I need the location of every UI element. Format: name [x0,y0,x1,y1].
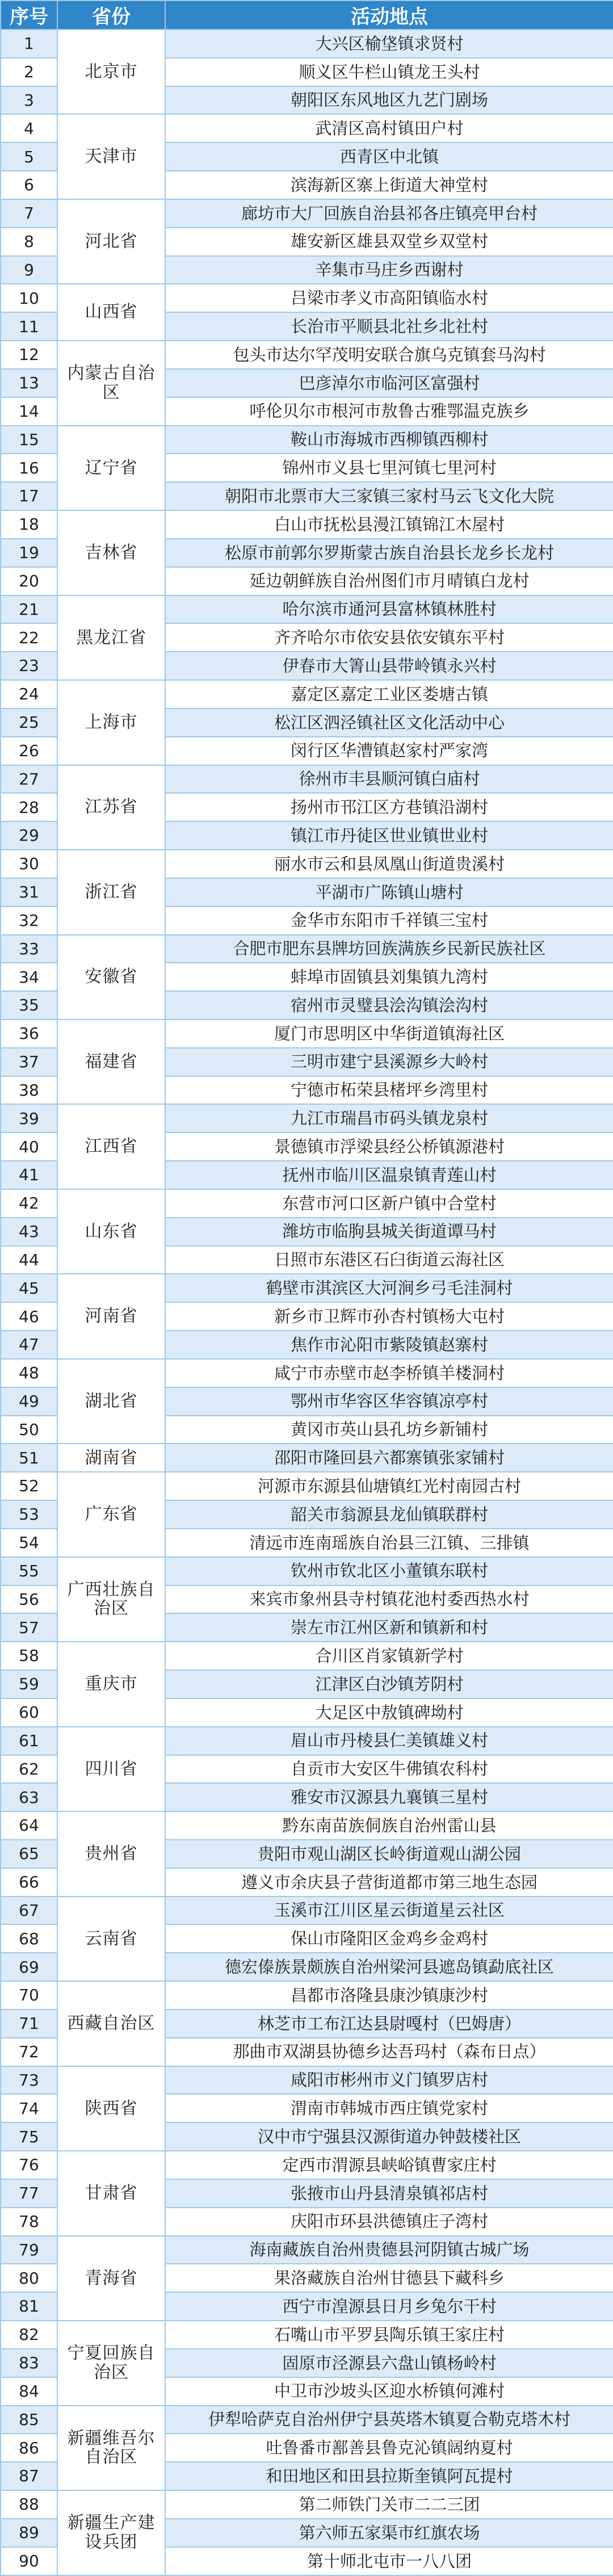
location-cell: 朝阳市北票市大三家镇三家村马云飞文化大院 [165,482,613,510]
serial-number-cell: 61 [1,1727,57,1755]
serial-number-cell: 27 [1,765,57,794]
serial-number-cell: 31 [1,878,57,907]
serial-number-cell: 14 [1,397,57,426]
location-cell: 白山市抚松县漫江镇锦江木屋村 [165,510,613,539]
table-row [1,1897,613,1925]
location-cell: 林芝市工布江达县尉嘎村（巴姆唐） [165,2009,613,2038]
location-cell: 延边朝鲜族自治州图们市月晴镇白龙村 [165,567,613,595]
location-cell: 吕梁市孝义市高阳镇临水村 [165,284,613,312]
serial-number-cell: 88 [1,2490,57,2519]
province-cell: 湖北省 [57,1359,165,1444]
serial-number-cell: 86 [1,2434,57,2462]
location-cell: 徐州市丰县顺河镇白庙村 [165,765,613,794]
province-cell: 甘肃省 [57,2151,165,2235]
serial-number-cell: 83 [1,2349,57,2377]
serial-number-cell: 66 [1,1868,57,1897]
serial-number-cell: 12 [1,341,57,369]
location-cell: 包头市达尔罕茂明安联合旗乌克镇套马沟村 [165,341,613,369]
location-cell: 邵阳市隆回县六都寨镇张家铺村 [165,1444,613,1472]
province-cell: 内蒙古自治区 [57,341,165,425]
serial-number-cell: 5 [1,142,57,171]
serial-number-cell: 73 [1,2066,57,2095]
table-row [1,1359,613,1387]
table-row [1,199,613,228]
location-cell: 贵阳市观山湖区长岭街道观山湖公园 [165,1840,613,1868]
location-cell: 雄安新区雄县双堂乡双堂村 [165,228,613,256]
serial-number-cell: 7 [1,199,57,228]
serial-number-cell: 20 [1,567,57,595]
location-cell: 自贡市大安区牛佛镇农科村 [165,1755,613,1784]
location-cell: 闵行区华漕镇赵家村严家湾 [165,737,613,765]
location-cell: 镇江市丹徒区世业镇世业村 [165,821,613,850]
serial-number-cell: 53 [1,1500,57,1529]
serial-number-cell: 4 [1,114,57,142]
location-cell: 鹤壁市淇滨区大河涧乡弓毛洼洞村 [165,1274,613,1302]
serial-number-cell: 39 [1,1104,57,1132]
serial-number-cell: 15 [1,426,57,454]
serial-number-cell: 55 [1,1557,57,1585]
serial-number-cell: 75 [1,2122,57,2151]
serial-number-cell: 65 [1,1840,57,1868]
serial-number-cell: 30 [1,850,57,878]
serial-number-cell: 1 [1,30,57,58]
location-cell: 宿州市灵璧县浍沟镇浍沟村 [165,991,613,1020]
location-cell: 黔东南苗族侗族自治州雷山县 [165,1811,613,1840]
province-cell: 河南省 [57,1274,165,1358]
table-row [1,284,613,312]
serial-number-cell: 51 [1,1444,57,1472]
serial-number-cell: 41 [1,1161,57,1189]
serial-number-cell: 72 [1,2038,57,2066]
location-cell: 渭南市韩城市西庄镇党家村 [165,2094,613,2122]
serial-number-cell: 48 [1,1359,57,1387]
province-cell: 广东省 [57,1472,165,1556]
serial-number-cell: 70 [1,1981,57,2009]
table-row [1,2151,613,2179]
location-cell: 玉溪市江川区星云街道星云社区 [165,1897,613,1925]
serial-number-cell: 77 [1,2179,57,2208]
location-cell: 张掖市山丹县清泉镇祁店村 [165,2179,613,2208]
location-cell: 新乡市卫辉市孙杏村镇杨大屯村 [165,1302,613,1331]
location-cell: 来宾市象州县寺村镇花池村委西热水村 [165,1585,613,1614]
location-cell: 西青区中北镇 [165,142,613,171]
location-cell: 河源市东源县仙塘镇红光村南园古村 [165,1472,613,1500]
province-cell: 新疆维吾尔自治区 [57,2406,165,2490]
location-cell: 庆阳市环县洪德镇庄子湾村 [165,2208,613,2236]
serial-number-cell: 35 [1,991,57,1020]
province-cell: 贵州省 [57,1811,165,1896]
serial-number-cell: 62 [1,1755,57,1784]
serial-number-cell: 64 [1,1811,57,1840]
serial-number-cell: 79 [1,2236,57,2264]
serial-number-cell: 8 [1,228,57,256]
province-cell: 福建省 [57,1020,165,1104]
location-cell: 大足区中敖镇碑坳村 [165,1698,613,1727]
table-row [1,114,613,142]
location-cell: 滨海新区寨上街道大神堂村 [165,171,613,199]
location-cell: 合肥市肥东县牌坊回族满族乡民新民族社区 [165,935,613,963]
serial-number-cell: 89 [1,2519,57,2547]
header-activity-location: 活动地点 [165,1,613,30]
location-cell: 伊春市大箐山县带岭镇永兴村 [165,652,613,680]
location-cell: 丽水市云和县凤凰山街道贵溪村 [165,850,613,878]
location-cell: 伊犁哈萨克自治州伊宁县英塔木镇夏合勒克塔木村 [165,2406,613,2434]
serial-number-cell: 54 [1,1529,57,1557]
location-cell: 那曲市双湖县协德乡达吾玛村（森布日点） [165,2038,613,2066]
serial-number-cell: 42 [1,1189,57,1218]
location-cell: 眉山市丹棱县仁美镇雄义村 [165,1727,613,1755]
location-cell: 平湖市广陈镇山塘村 [165,878,613,907]
table-row [1,30,613,58]
province-cell: 黑龙江省 [57,595,165,680]
location-cell: 哈尔滨市通河县富林镇林胜村 [165,595,613,624]
serial-number-cell: 37 [1,1048,57,1076]
province-cell: 江苏省 [57,765,165,850]
location-cell: 嘉定区嘉定工业区娄塘古镇 [165,680,613,708]
serial-number-cell: 9 [1,256,57,284]
province-cell: 天津市 [57,114,165,199]
serial-number-cell: 60 [1,1698,57,1727]
table-row [1,935,613,963]
province-cell: 浙江省 [57,850,165,934]
location-cell: 合川区肖家镇新学村 [165,1642,613,1670]
serial-number-cell: 36 [1,1020,57,1048]
serial-number-cell: 47 [1,1331,57,1359]
serial-number-cell: 85 [1,2406,57,2434]
location-cell: 廊坊市大厂回族自治县祁各庄镇亮甲台村 [165,199,613,228]
table-row [1,850,613,878]
province-cell: 山东省 [57,1189,165,1274]
province-cell: 重庆市 [57,1642,165,1726]
table-row [1,1557,613,1585]
serial-number-cell: 58 [1,1642,57,1670]
serial-number-cell: 18 [1,510,57,539]
serial-number-cell: 59 [1,1670,57,1698]
location-cell: 定西市渭源县峡峪镇曹家庄村 [165,2151,613,2179]
table-row [1,680,613,708]
serial-number-cell: 28 [1,793,57,821]
serial-number-cell: 57 [1,1613,57,1642]
location-cell: 九江市瑞昌市码头镇龙泉村 [165,1104,613,1132]
serial-number-cell: 2 [1,58,57,86]
location-cell: 中卫市沙坡头区迎水桥镇何滩村 [165,2377,613,2406]
serial-number-cell: 38 [1,1076,57,1105]
serial-number-cell: 56 [1,1585,57,1614]
province-cell: 辽宁省 [57,426,165,510]
serial-number-cell: 76 [1,2151,57,2179]
table-row [1,1274,613,1302]
location-cell: 吐鲁番市鄯善县鲁克沁镇阔纳夏村 [165,2434,613,2462]
location-cell: 鄂州市华容区华容镇凉亭村 [165,1387,613,1416]
serial-number-cell: 74 [1,2094,57,2122]
location-cell: 果洛藏族自治州甘德县下藏科乡 [165,2264,613,2292]
serial-number-cell: 32 [1,907,57,935]
table-row [1,1642,613,1670]
table-row [1,2066,613,2095]
province-cell: 新疆生产建设兵团 [57,2490,165,2575]
location-cell: 昌都市洛隆县康沙镇康沙村 [165,1981,613,2009]
location-cell: 焦作市沁阳市紫陵镇赵寨村 [165,1331,613,1359]
serial-number-cell: 16 [1,454,57,482]
serial-number-cell: 33 [1,935,57,963]
province-cell: 宁夏回族自治区 [57,2321,165,2405]
location-cell: 韶关市翁源县龙仙镇联群村 [165,1500,613,1529]
location-cell: 呼伦贝尔市根河市敖鲁古雅鄂温克族乡 [165,397,613,426]
table-row [1,1020,613,1048]
serial-number-cell: 13 [1,369,57,397]
location-cell: 遵义市余庆县子营街道都市第三地生态园 [165,1868,613,1897]
serial-number-cell: 22 [1,623,57,652]
province-cell: 云南省 [57,1897,165,1981]
serial-number-cell: 3 [1,86,57,115]
serial-number-cell: 21 [1,595,57,624]
location-cell: 锦州市义县七里河镇七里河村 [165,454,613,482]
serial-number-cell: 11 [1,312,57,341]
serial-number-cell: 29 [1,821,57,850]
serial-number-cell: 90 [1,2547,57,2575]
serial-number-cell: 26 [1,737,57,765]
table-row [1,1727,613,1755]
location-cell: 蚌埠市固镇县刘集镇九湾村 [165,963,613,991]
location-cell: 西宁市湟源县日月乡兔尔干村 [165,2292,613,2321]
serial-number-cell: 80 [1,2264,57,2292]
location-cell: 长治市平顺县北社乡北社村 [165,312,613,341]
serial-number-cell: 69 [1,1953,57,1981]
serial-number-cell: 17 [1,482,57,510]
location-cell: 松原市前郭尔罗斯蒙古族自治县长龙乡长龙村 [165,539,613,567]
location-cell: 鞍山市海城市西柳镇西柳村 [165,426,613,454]
location-cell: 东营市河口区新户镇中合堂村 [165,1189,613,1218]
serial-number-cell: 10 [1,284,57,312]
province-cell: 吉林省 [57,510,165,595]
table-row [1,2490,613,2519]
province-cell: 江西省 [57,1104,165,1189]
table-row [1,1811,613,1840]
location-cell: 固原市泾源县六盘山镇杨岭村 [165,2349,613,2377]
location-cell: 德宏傣族景颇族自治州梁河县遮岛镇勐底社区 [165,1953,613,1981]
province-cell: 北京市 [57,30,165,114]
serial-number-cell: 34 [1,963,57,991]
location-cell: 厦门市思明区中华街道镇海社区 [165,1020,613,1048]
table-row [1,595,613,624]
location-cell: 潍坊市临朐县城关街道谭马村 [165,1218,613,1246]
table-row [1,1104,613,1132]
province-cell: 陕西省 [57,2066,165,2151]
location-cell: 大兴区榆垡镇求贤村 [165,30,613,58]
serial-number-cell: 6 [1,171,57,199]
header-province: 省份 [57,1,165,30]
location-cell: 景德镇市浮梁县经公桥镇源港村 [165,1132,613,1161]
location-cell: 朝阳区东风地区九艺门剧场 [165,86,613,115]
location-cell: 钦州市钦北区小董镇东联村 [165,1557,613,1585]
serial-number-cell: 63 [1,1783,57,1811]
location-cell: 和田地区和田县拉斯奎镇阿瓦提村 [165,2462,613,2490]
serial-number-cell: 52 [1,1472,57,1500]
location-cell: 黄冈市英山县孔坊乡新铺村 [165,1416,613,1444]
location-cell: 保山市隆阳区金鸡乡金鸡村 [165,1924,613,1953]
province-cell: 四川省 [57,1727,165,1811]
location-cell: 汉中市宁强县汉源街道办钟鼓楼社区 [165,2122,613,2151]
serial-number-cell: 67 [1,1897,57,1925]
header-serial-number: 序号 [1,1,57,30]
serial-number-cell: 23 [1,652,57,680]
table-row [1,510,613,539]
table-row [1,1981,613,2009]
table-row [1,1444,613,1472]
location-cell: 咸宁市赤壁市赵李桥镇羊楼洞村 [165,1359,613,1387]
serial-number-cell: 43 [1,1218,57,1246]
serial-number-cell: 49 [1,1387,57,1416]
location-cell: 雅安市汉源县九襄镇三星村 [165,1783,613,1811]
location-cell: 三明市建宁县溪源乡大岭村 [165,1048,613,1076]
location-cell: 松江区泗泾镇社区文化活动中心 [165,708,613,737]
province-cell: 山西省 [57,284,165,341]
serial-number-cell: 84 [1,2377,57,2406]
table-row [1,426,613,454]
serial-number-cell: 46 [1,1302,57,1331]
table-row [1,2236,613,2264]
serial-number-cell: 50 [1,1416,57,1444]
serial-number-cell: 78 [1,2208,57,2236]
table-row [1,765,613,794]
serial-number-cell: 44 [1,1246,57,1274]
province-cell: 西藏自治区 [57,1981,165,2066]
location-cell: 海南藏族自治州贵德县河阴镇古城广场 [165,2236,613,2264]
serial-number-cell: 45 [1,1274,57,1302]
serial-number-cell: 82 [1,2321,57,2349]
serial-number-cell: 81 [1,2292,57,2321]
location-cell: 江津区白沙镇芳阴村 [165,1670,613,1698]
table-row [1,2406,613,2434]
location-cell: 巴彦淖尔市临河区富强村 [165,369,613,397]
location-cell: 咸阳市彬州市义门镇罗店村 [165,2066,613,2095]
location-cell: 扬州市邗江区方巷镇沿湖村 [165,793,613,821]
location-cell: 石嘴山市平罗县陶乐镇王家庄村 [165,2321,613,2349]
province-cell: 湖南省 [57,1444,165,1472]
location-cell: 第十师北屯市一八八团 [165,2547,613,2575]
province-cell: 河北省 [57,199,165,284]
serial-number-cell: 19 [1,539,57,567]
province-cell: 安徽省 [57,935,165,1020]
table-row [1,1472,613,1500]
table-body [1,30,613,2575]
location-cell: 顺义区牛栏山镇龙王头村 [165,58,613,86]
serial-number-cell: 40 [1,1132,57,1161]
location-cell: 武清区高村镇田户村 [165,114,613,142]
serial-number-cell: 68 [1,1924,57,1953]
location-cell: 齐齐哈尔市依安县依安镇东平村 [165,623,613,652]
table-header-row [1,1,613,30]
table-row [1,341,613,369]
location-cell: 宁德市柘荣县楮坪乡湾里村 [165,1076,613,1105]
province-cell: 广西壮族自治区 [57,1557,165,1642]
table-row [1,1189,613,1218]
serial-number-cell: 71 [1,2009,57,2038]
location-cell: 第二师铁门关市二二三团 [165,2490,613,2519]
location-cell: 第六师五家渠市红旗农场 [165,2519,613,2547]
location-cell: 金华市东阳市千祥镇三宝村 [165,907,613,935]
serial-number-cell: 25 [1,708,57,737]
province-cell: 青海省 [57,2236,165,2321]
province-cell: 上海市 [57,680,165,765]
serial-number-cell: 87 [1,2462,57,2490]
location-cell: 日照市东港区石臼街道云海社区 [165,1246,613,1274]
serial-number-cell: 24 [1,680,57,708]
location-cell: 辛集市马庄乡西谢村 [165,256,613,284]
location-cell: 清远市连南瑶族自治县三江镇、三排镇 [165,1529,613,1557]
table-row [1,2321,613,2349]
location-cell: 崇左市江州区新和镇新和村 [165,1613,613,1642]
location-cell: 抚州市临川区温泉镇青莲山村 [165,1161,613,1189]
